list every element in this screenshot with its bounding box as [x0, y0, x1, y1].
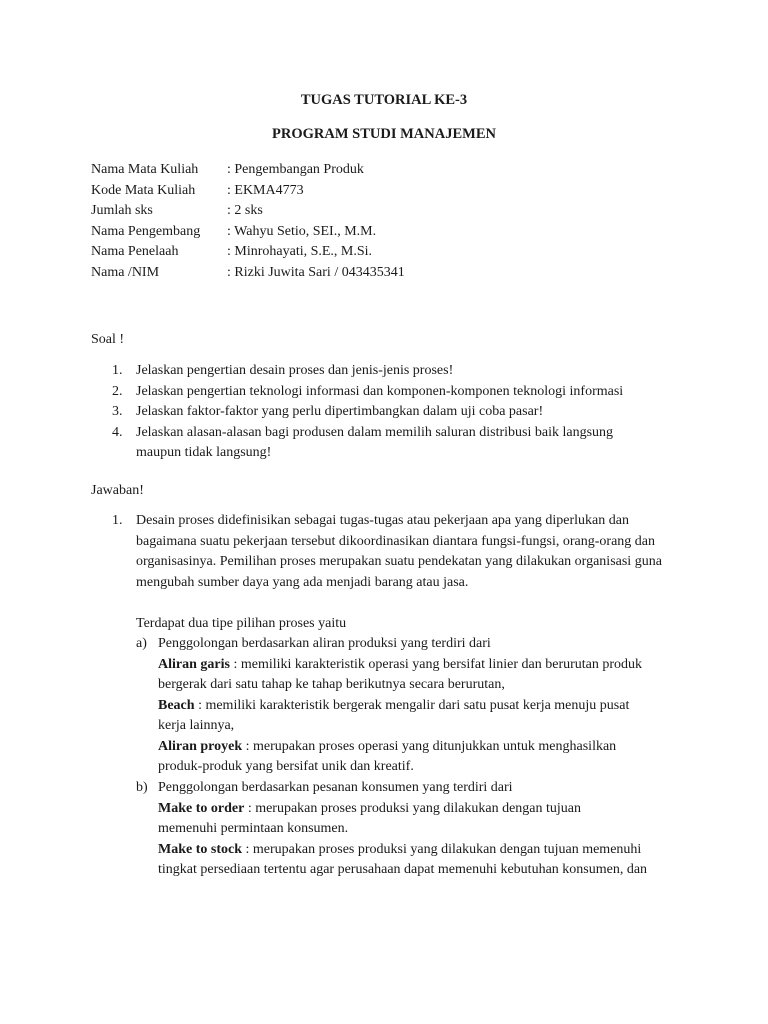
- term-desc: : merupakan proses produksi yang dilakukan dengan tujuan memenuhi permintaan konsumen.: [158, 800, 582, 836]
- info-row: [91, 263, 405, 284]
- term-definition: [136, 840, 663, 881]
- info-label: Jumlah sks: [91, 203, 153, 218]
- document-subtitle: PROGRAM STUDI MANAJEMEN: [272, 126, 496, 142]
- subsection-b: [136, 778, 676, 881]
- info-value: : Pengembangan Produk: [227, 162, 364, 177]
- info-row: [91, 181, 405, 202]
- info-value: : 2 sks: [227, 203, 263, 218]
- term: Beach: [158, 697, 195, 713]
- term: Make to stock: [158, 841, 242, 857]
- list-item: [91, 382, 691, 403]
- questions-heading: Soal !: [91, 332, 125, 347]
- info-label: Kode Mata Kuliah: [91, 182, 196, 198]
- info-row: [91, 201, 405, 222]
- info-label: Nama /NIM: [91, 264, 160, 280]
- term-desc: : merupakan proses produksi yang dilakukan dengan tujuan memenuhi tingkat persediaan tertentu agar perusahaan dapat memenuhi kebutuhan konsumen, dan: [158, 841, 648, 877]
- item-number: 2.: [112, 383, 123, 399]
- answer-number: 1.: [112, 513, 123, 528]
- term: Aliran garis: [158, 656, 230, 672]
- item-text: Jelaskan pengertian teknologi informasi dan komponen-komponen teknologi informasi: [136, 383, 624, 399]
- info-value: : Rizki Juwita Sari / 043435341: [227, 264, 405, 280]
- answer-paragraph: Desain proses didefinisikan sebagai tugas-tugas atau pekerjaan apa yang diperlukan dan bagaimana suatu pekerjaan tersebut dikoordinasikan diantara fungsi-fungsi, orang-orang dan organisasinya. Pemilihan proses merupakan suatu pendekatan yang dilakukan organisasi guna mengubah sumber daya yang ada menjadi barang atau jasa.: [136, 513, 662, 590]
- subsection-heading-text: Penggolongan berdasarkan pesanan konsumen yang terdiri dari: [158, 780, 513, 795]
- subsection-heading: [136, 634, 676, 655]
- document-title: TUGAS TUTORIAL KE-3: [300, 92, 468, 108]
- term-definition: [136, 696, 658, 737]
- info-value: : Wahyu Setio, SEI., M.M.: [227, 223, 377, 239]
- item-number: 1.: [112, 363, 123, 378]
- answer-intro: Terdapat dua tipe pilihan proses yaitu: [136, 616, 347, 631]
- info-value: : Minrohayati, S.E., M.Si.: [227, 244, 373, 259]
- subsection-mark: b): [136, 780, 148, 795]
- term: Make to order: [158, 800, 245, 816]
- answers-heading: Jawaban!: [91, 483, 144, 498]
- subsection-mark: a): [136, 636, 147, 651]
- term-desc: : memiliki karakteristik operasi yang bersifat linier dan berurutan produk bergerak dari satu tahap ke tahap berikutnya secara berurutan,: [158, 656, 643, 692]
- term-definition: [136, 655, 648, 696]
- info-label: Nama Pengembang: [91, 223, 201, 239]
- info-label: Nama Mata Kuliah: [91, 162, 199, 177]
- info-label: Nama Penelaah: [91, 244, 179, 259]
- item-number: 3.: [112, 404, 123, 419]
- subsection-heading: [136, 778, 676, 799]
- term-definition: [136, 799, 628, 840]
- item-text: Jelaskan pengertian desain proses dan jenis-jenis proses!: [136, 363, 454, 378]
- subsection-a: [136, 634, 676, 778]
- info-row: [91, 160, 405, 181]
- term-desc: : memiliki karakteristik bergerak mengalir dari satu pusat kerja menuju pusat kerja lainnya,: [158, 697, 630, 733]
- item-text: Jelaskan alasan-alasan bagi produsen dalam memilih saluran distribusi baik langsung maupun tidak langsung!: [136, 424, 614, 460]
- term-desc: : merupakan proses operasi yang ditunjukkan untuk menghasilkan produk-produk yang bersifat unik dan kreatif.: [158, 738, 617, 774]
- list-item: [91, 361, 691, 382]
- term-definition: [136, 737, 658, 778]
- item-number: 4.: [112, 424, 123, 440]
- info-row: [91, 242, 405, 263]
- list-item: [91, 423, 656, 464]
- question-list: [91, 361, 691, 464]
- list-item: [91, 402, 691, 423]
- info-value: : EKMA4773: [227, 182, 304, 198]
- term: Aliran proyek: [158, 738, 243, 754]
- item-text: Jelaskan faktor-faktor yang perlu dipertimbangkan dalam uji coba pasar!: [136, 404, 544, 419]
- info-row: [91, 222, 405, 243]
- course-info: [91, 160, 405, 283]
- subsection-heading-text: Penggolongan berdasarkan aliran produksi yang terdiri dari: [158, 636, 491, 651]
